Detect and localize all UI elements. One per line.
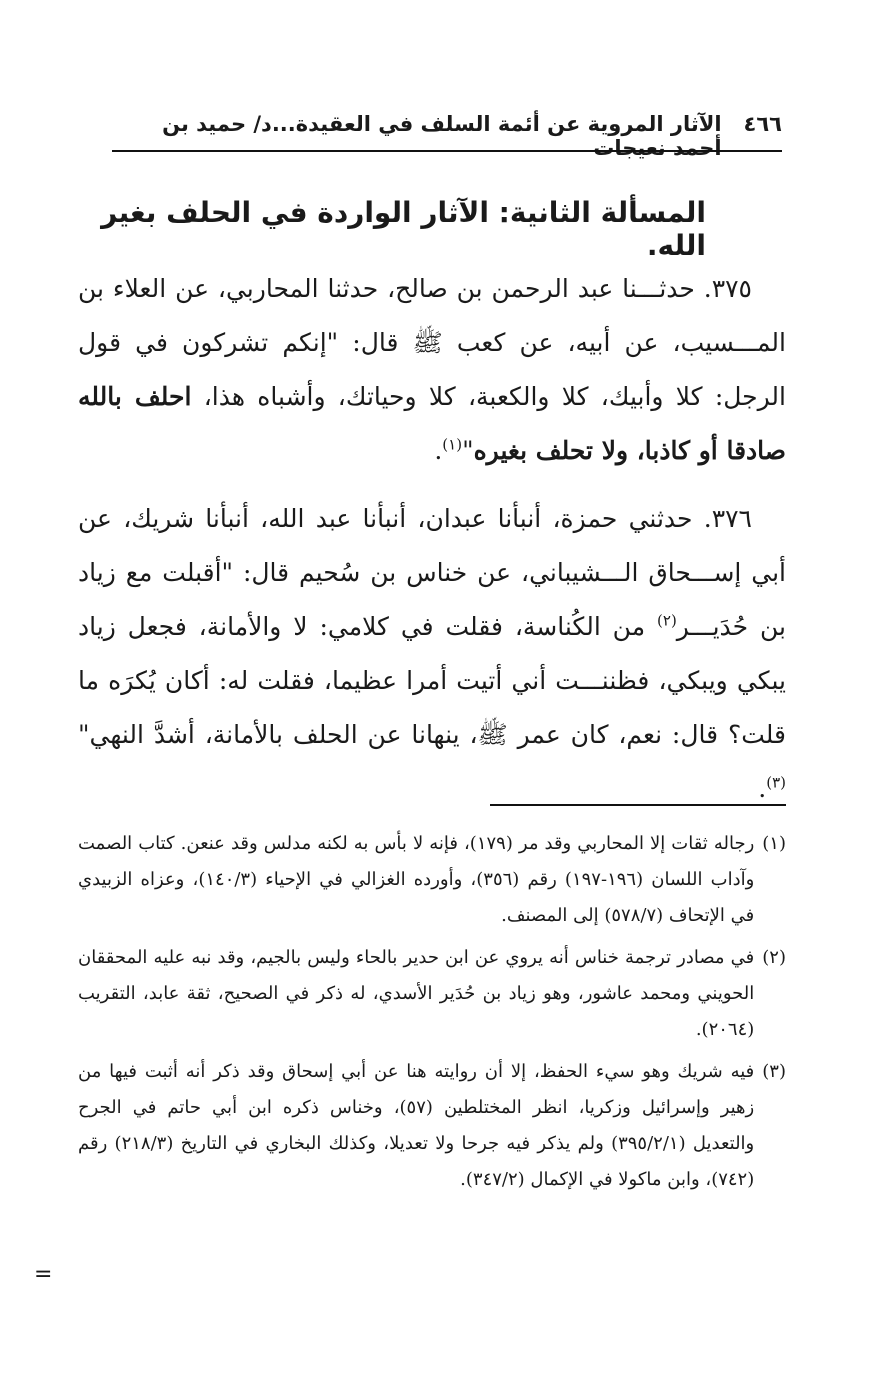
footnote-number: (٣)	[762, 1061, 786, 1082]
footnote-number: (٢)	[762, 947, 786, 968]
narration-375	[78, 262, 786, 478]
footnote-2	[78, 940, 786, 1048]
narration-375-quote: "	[462, 436, 474, 465]
narration-375-text: ٣٧٥. حدثـــنا عبد الرحمن بن صالح، حدثنا المحاربي، عن العلاء بن المـــسيب، عن أبيه، عن كعب ﷺ قال: "إنكم تشركون في قول الرجل: كلا وأبيك، كلا والكعبة، كلا وحياتك، وأشباه هذا،	[78, 274, 786, 411]
header-rule	[112, 150, 782, 152]
footnote-separator	[490, 804, 786, 806]
narration-376-text-b: من الكُناسة، فقلت في كلامي: لا والأمانة، فجعل زياد يبكي ويبكي، فظننـــت أني أتيت أمرا عظيما، فقلت له: أكان يُكرَه ما قلت؟ قال: نعم، كان عمر ﷺ، ينهانا عن الحلف بالأمانة، أشدَّ النهي"	[78, 612, 786, 749]
narration-376-text-a: ٣٧٦. حدثني حمزة، أنبأنا عبدان، أنبأنا عبد الله، أنبأنا شريك، عن أبي إســـحاق الـــشيباني، عن خناس بن سُحيم قال: "أقبلت مع زياد بن حُدَيـــر	[78, 504, 786, 641]
main-text	[78, 262, 786, 816]
footnote-ref-1[interactable]: (١)	[442, 435, 463, 454]
book-title: الآثار المروية عن أئمة السلف في العقيدة...د/ حميد بن أحمد نعيجات	[162, 112, 722, 160]
footnote-text: رجاله ثقات إلا المحاربي وقد مر (١٧٩)، فإنه لا بأس به لكنه مدلس وقد عنعن. كتاب الصمت وآداب اللسان (١٩٦-١٩٧) رقم (٣٥٦)، وأورده الغزالي في الإحياء (١٤٠/٣)، وعزاه الزبيدي في الإتحاف (٥٧٨/٧) إلى المصنف.	[78, 833, 755, 926]
footnote-text: في مصادر ترجمة خناس أنه يروي عن ابن حدير بالحاء وليس بالجيم، وقد نبه عليه المحققان الحويني ومحمد عاشور، وهو زياد بن حُدَير الأسدي، له ذكر في الصحيح، ثقة عابد، التقريب (٢٠٦٤).	[78, 947, 755, 1040]
section-title: المسألة الثانية: الآثار الواردة في الحلف بغير الله.	[101, 196, 706, 262]
running-header	[112, 112, 782, 160]
narration-376	[78, 492, 786, 816]
footnotes	[78, 826, 786, 1198]
narration-375-bold: احلف بالله صادقا أو كاذبا، ولا تحلف بغيره	[78, 382, 786, 465]
footnote-ref-2[interactable]: (٢)	[657, 611, 677, 630]
continuation-mark: =	[34, 1262, 53, 1287]
footnote-ref-3[interactable]: (٣)	[766, 773, 786, 792]
narration-375-end: .	[434, 436, 443, 465]
footnote-number: (١)	[762, 833, 786, 854]
narration-376-end: .	[758, 774, 767, 803]
footnote-3	[78, 1054, 786, 1198]
page-number: ٤٦٦	[743, 112, 782, 136]
footnote-1	[78, 826, 786, 934]
footnote-text: فيه شريك وهو سيء الحفظ، إلا أن روايته هنا عن أبي إسحاق وقد ذكر أنه أثبت فيها من زهير وإسرائيل وزكريا، انظر المختلطين (٥٧)، وخناس ذكره ابن أبي حاتم في الجرح والتعديل (٣٩٥/٢/١) ولم يذكر فيه جرحا ولا تعديلا، وكذلك البخاري في التاريخ (٢١٨/٣) رقم (٧٤٢)، وابن ماكولا في الإكمال (٣٤٧/٢).	[78, 1061, 755, 1190]
